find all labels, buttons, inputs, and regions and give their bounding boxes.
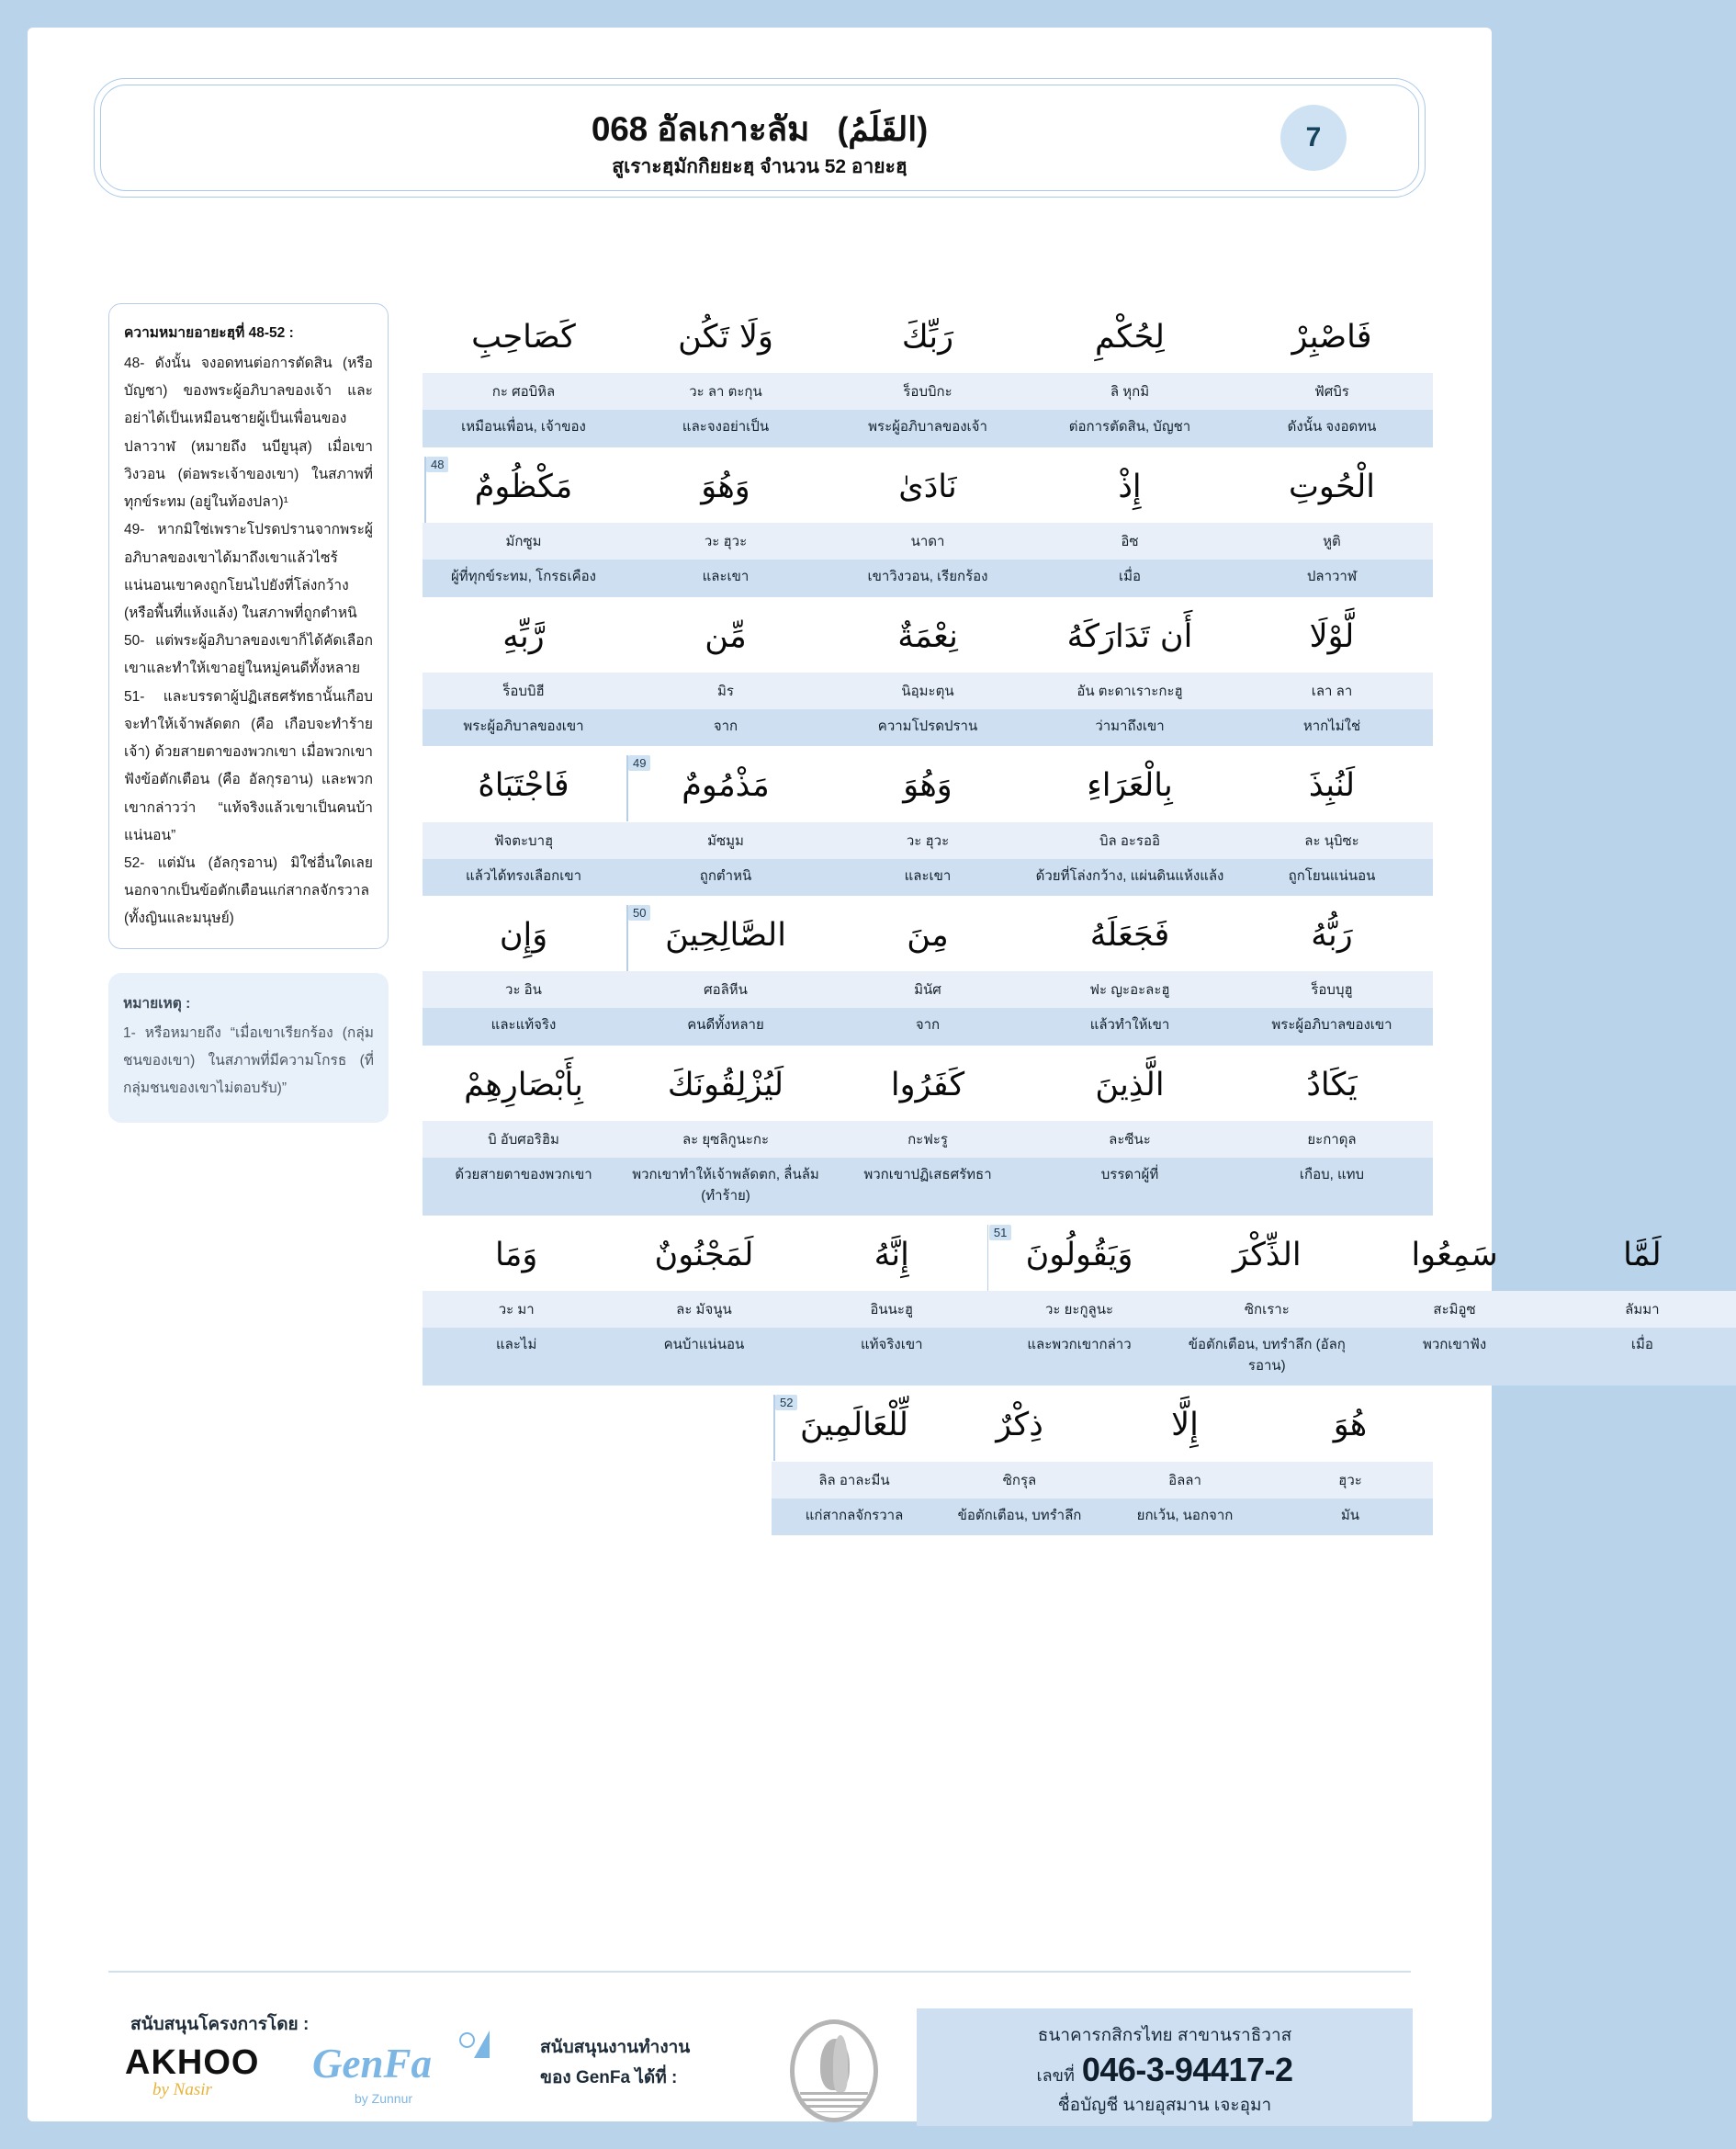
thai-meaning-word: ข้อตักเตือน, บทรำลึก [957,1507,1082,1523]
verse-meaning-paragraph: 51- และบรรดาผู้ปฏิเสธศรัทธานั้นเกือบจะทำให้เจ้าพลัดตก (คือ เกือบจะทำร้ายเจ้า) ด้วยสายตาของพวกเขา เมื่อพวกเขาฟังข้อตักเตือน (คือ อัลกุรอาน) และพวกเขากล่าวว่า “แท้จริงแล้วเขาเป็นคนบ้าแน่นอน” [124,688,373,843]
arabic-word: وَيَقُولُونَ [1025,1237,1133,1273]
word-by-word-table [423,300,1662,1537]
arabic-word: إِذْ [1118,468,1142,505]
transliteration-word: วะ ฮุวะ [906,832,950,849]
surah-number: 068 [591,110,648,148]
thai-meaning-line [423,1008,1433,1046]
thai-meaning-word: และเขา [904,867,952,884]
thai-meaning-word: ดังนั้น จงอดทน [1287,419,1377,435]
thai-meaning-word: ข้อตักเตือน, บทรำลึก (อัลกุรอาน) [1188,1337,1346,1374]
arabic-word: الذِّكْرَ [1232,1237,1302,1273]
bank-leaf-shape-inner [833,2035,848,2092]
transliteration-word: บิล อะรออิ [1099,832,1161,849]
arabic-line [423,599,1433,673]
arabic-word: كَفَرُوا [890,1066,965,1103]
account-number: 046-3-94417-2 [1081,2051,1293,2088]
transliteration-line [423,673,1433,709]
thai-meaning-word: คนดีทั้งหลาย [687,1017,764,1034]
arabic-line [772,1387,1433,1461]
transliteration-word: ละ ยุซลิกูนะกะ [682,1132,770,1148]
verse-meaning-paragraph: 52- แต่มัน (อัลกุรอาน) มิใช่อื่นใดเลยนอกจากเป็นข้อตักเตือนแก่สากลจักรวาล (ทั้งญินและมนุษย์) [124,854,373,927]
transliteration-line [423,1291,1736,1328]
word-row [772,1387,1433,1535]
meaning-card [108,303,389,949]
arabic-word: رَبِّكَ [901,319,954,356]
arabic-line [423,449,1433,523]
transliteration-word: นิอฺมะตุน [901,683,954,699]
thai-meaning-word: และไม่ [495,1337,537,1353]
thai-meaning-word: และแท้จริง [490,1017,557,1034]
page-number-badge: 7 [1280,105,1347,171]
thai-meaning-word: ปลาวาฬ [1306,569,1358,584]
arabic-word: لَيُزْلِقُونَكَ [667,1066,784,1103]
arabic-word: الْحُوتِ [1288,468,1375,505]
word-row [423,449,1433,597]
thai-meaning-word: แล้วได้ทรงเลือกเขา [465,867,582,884]
genfa-ring-icon [459,2032,475,2048]
thai-meaning-word: ด้วยสายตาของพวกเขา [455,1167,592,1182]
transliteration-word: ร็อบบิฮี [502,683,545,699]
footer-divider [108,1971,1411,1973]
thai-meaning-word: พระผู้อภิบาลของเจ้า [868,419,987,435]
transliteration-word: อิซ [1121,534,1139,549]
thai-meaning-line [772,1499,1433,1536]
thai-meaning-word: และเขา [702,569,750,584]
transliteration-word: มินัศ [914,982,941,999]
thai-meaning-word: มัน [1340,1507,1360,1523]
thai-meaning-word: เขาวิงวอน, เรียกร้อง [867,569,988,584]
thai-meaning-word: หากไม่ใช่ [1302,718,1361,734]
transliteration-line [772,1462,1433,1499]
genfa-support-line2: ของ GenFa ได้ที่ : [540,2068,678,2088]
thai-meaning-word: พระผู้อภิบาลของเขา [1271,1017,1392,1034]
transliteration-word: ยะกาดุล [1307,1132,1357,1148]
transliteration-word: วะ มา [498,1302,535,1318]
arabic-word: مَكْظُومٌ [474,468,573,505]
arabic-word: رَّبِّهِ [502,617,545,655]
thai-meaning-word: เมื่อ [1118,569,1142,584]
transliteration-word: ละ นุบิซะ [1304,832,1359,849]
surah-name-thai: อัลเกาะลัม [657,110,810,148]
arabic-word: لِحُكْمِ [1095,319,1165,356]
transliteration-word: ซิกเราะ [1244,1302,1290,1318]
thai-meaning-word: พวกเขาทำให้เจ้าพลัดตก, ลื่นล้ม (ทำร้าย) [632,1167,819,1204]
thai-meaning-line [423,1328,1736,1386]
arabic-line [423,898,1433,971]
arabic-word: نِعْمَةٌ [897,617,958,655]
thai-meaning-word: ว่ามาถึงเขา [1095,718,1165,734]
arabic-line [423,1047,1433,1121]
bank-details-card [917,2008,1413,2126]
arabic-word: يَكَادُ [1306,1066,1358,1103]
thai-meaning-line [423,410,1433,447]
verse-meaning-paragraph: 49- หากมิใช่เพราะโปรดปรานจากพระผู้อภิบาลของเขาได้มาถึงเขาแล้วไซร้ แน่นอนเขาคงถูกโยนไปยังที่โล่งกว้าง (หรือพื้นที่แห้งแล้ง) ในสภาพที่ถูกตำหนิ [124,522,373,621]
thai-meaning-word: เหมือนเพื่อน, เจ้าของ [461,419,586,435]
note-card [108,973,389,1124]
word-row [423,599,1433,747]
transliteration-word: วะ ยะกูลูนะ [1044,1302,1114,1318]
arabic-word: وَهُوَ [701,468,750,505]
word-row [423,300,1433,447]
thai-meaning-word: ความโปรดปราน [877,718,978,734]
arabic-word: أَن تَدَارَكَهُ [1066,617,1193,655]
verse-number-marker: 49 [628,755,650,771]
genfa-logo-sub: by Zunnur [355,2091,413,2106]
arabic-word: الصَّالِحِينَ [665,917,786,954]
transliteration-word: ละซีนะ [1109,1132,1151,1148]
bank-waves-shape [800,2092,868,2112]
transliteration-word: ฮุวะ [1338,1472,1362,1488]
arabic-word: فَاصْبِرْ [1291,319,1372,356]
transliteration-word: วะ อิน [505,982,542,999]
transliteration-word: ศอลิหีน [704,982,748,999]
transliteration-word: นาดา [910,534,945,549]
thai-meaning-word: ต่อการตัดสิน, บัญชา [1068,419,1191,435]
transliteration-word: วะ ลา ตะกุน [689,384,762,401]
footer [108,2003,1413,2132]
transliteration-line [423,523,1433,560]
transliteration-word: หูติ [1323,534,1341,549]
verse-number-marker: 52 [775,1395,797,1410]
transliteration-line [423,373,1433,410]
word-row [423,748,1433,896]
arabic-line [423,1217,1736,1291]
thai-meaning-word: ถูกโยนแน่นอน [1288,867,1376,884]
transliteration-word: มัซมูม [707,832,744,849]
arabic-word: سَمِعُوا [1411,1237,1498,1273]
arabic-word: فَاجْتَبَاهُ [478,767,569,805]
transliteration-word: ลัมมา [1625,1302,1660,1318]
thai-meaning-word: แท้จริงเขา [860,1337,923,1353]
arabic-word: وَإِن [499,917,548,954]
thai-meaning-line [423,859,1433,897]
thai-meaning-word: และจงอย่าเป็น [682,419,770,435]
arabic-word: ذِكْرٌ [996,1407,1043,1444]
transliteration-word: สะมิอูซ [1433,1302,1476,1318]
worksheet-page [28,28,1662,2121]
arabic-word: الَّذِينَ [1095,1066,1165,1103]
transliteration-word: อิลลา [1168,1472,1201,1488]
thai-meaning-word: เมื่อ [1630,1337,1653,1353]
transliteration-word: ลิ หุกมิ [1110,384,1150,401]
arabic-word: كَصَاحِبِ [471,319,576,356]
thai-meaning-word: ผู้ที่ทุกข์ระทม, โกรธเคือง [451,569,596,584]
arabic-line [423,748,1433,821]
transliteration-line [423,1121,1433,1158]
verse-meaning-paragraph: 50- แต่พระผู้อภิบาลของเขาก็ได้คัดเลือกเขาและทำให้เขาอยู่ในหมู่คนดีทั้งหลาย [124,633,373,677]
meaning-heading: ความหมายอายะฮฺที่ 48-52 : [124,325,294,341]
arabic-word: مِّن [705,617,747,655]
transliteration-word: ละ มัจนูน [676,1302,732,1318]
word-row [423,1217,1736,1386]
transliteration-word: อินนะฮู [870,1302,914,1318]
akhoo-logo: AKHOO [125,2043,260,2082]
thai-meaning-line [423,709,1433,747]
thai-meaning-word: ยกเว้น, นอกจาก [1136,1507,1234,1523]
arabic-word: نَادَىٰ [898,468,957,505]
account-owner: ชื่อบัญชี นายอุสมาน เจะอุมา [1057,2096,1272,2115]
arabic-line [423,300,1433,373]
arabic-word: لَمَجْنُونٌ [654,1237,754,1273]
transliteration-word: บิ อับศอริฮิม [488,1132,559,1148]
verse-number-marker: 50 [628,905,650,921]
thai-meaning-word: คนบ้าแน่นอน [663,1337,745,1353]
bank-logo-icon [790,2019,878,2122]
transliteration-line [423,822,1433,859]
transliteration-line [423,971,1433,1008]
arabic-word: رَبُّهُ [1311,917,1353,954]
thai-meaning-word: แล้วทำให้เขา [1089,1017,1170,1034]
thai-meaning-word: จาก [915,1017,941,1034]
arabic-word: هُوَ [1333,1407,1368,1444]
arabic-word: وَمَا [495,1237,538,1273]
arabic-word: لَمَّا [1623,1237,1662,1273]
transliteration-word: ร็อบบิกะ [903,384,953,401]
thai-meaning-line [423,560,1433,597]
arabic-word: وَلَا تَكُن [678,319,773,356]
word-row [423,898,1433,1046]
arabic-word: إِنَّهُ [874,1237,909,1273]
arabic-word: فَجَعَلَهُ [1089,917,1170,954]
transliteration-word: ลิล อาละมีน [818,1472,890,1488]
thai-meaning-word: แก่สากลจักรวาล [805,1507,904,1523]
verse-number-marker: 51 [989,1225,1011,1240]
verse-meaning-paragraph: 48- ดังนั้น จงอดทนต่อการตัดสิน (หรือบัญชา) ของพระผู้อภิบาลของเจ้า และอย่าได้เป็นเหมือนชายผู้เป็นเพื่อนของปลาวาฬ (หมายถึง นบียูนุส) เมื่อเขาวิงวอน (ต่อพระเจ้าของเขา) ในสภาพที่ทุกข์ระทม (อยู่ในท้องปลา)¹ [124,356,373,511]
note-body: 1- หรือหมายถึง “เมื่อเขาเรียกร้อง (กลุ่มชนของเขา) ในสภาพที่มีความโกรธ (ที่กลุ่มชนของเขาไม่ตอบรับ)” [123,1024,374,1097]
word-row [423,1047,1433,1216]
genfa-support-line1: สนับสนุนงานทำงาน [540,2038,691,2057]
thai-meaning-word: ถูกตำหนิ [699,867,752,884]
genfa-support-text [540,2032,751,2094]
arabic-word: لِّلْعَالَمِينَ [800,1407,908,1444]
thai-meaning-word: จาก [713,718,738,734]
support-label: สนับสนุนโครงการโดย : [130,2015,310,2034]
thai-meaning-word: พระผู้อภิบาลของเขา [463,718,584,734]
thai-meaning-line [423,1158,1433,1216]
transliteration-word: ร็อบบุฮู [1311,982,1353,999]
transliteration-word: ฟัจตะบาฮุ [493,832,554,849]
surah-name-arabic: (القَلَمُ) [837,110,929,148]
sidebar [108,303,389,1123]
arabic-word: إِلَّا [1171,1407,1199,1444]
transliteration-word: มิร [717,683,734,699]
transliteration-word: กะ ศอบิหิล [491,384,556,401]
verse-number-marker: 48 [426,457,448,472]
bank-account-row [926,2051,1403,2089]
account-label: เลขที่ [1036,2066,1075,2085]
thai-meaning-word: พวกเขาปฏิเสธศรัทธา [863,1167,992,1182]
thai-meaning-word: เกือบ, แทบ [1299,1167,1365,1182]
page-title [94,102,1426,156]
note-heading: หมายเหตุ : [123,995,191,1012]
thai-meaning-word: และพวกเขากล่าว [1027,1337,1132,1353]
thai-meaning-word: บรรดาผู้ที่ [1100,1167,1159,1182]
arabic-word: لَنُبِذَ [1308,767,1356,805]
bank-name: ธนาคารกสิกรไทย สาขานราธิวาส [1037,2026,1292,2045]
arabic-word: بِالْعَرَاءِ [1087,767,1173,805]
akhoo-logo-sub: by Nasir [152,2080,212,2099]
thai-meaning-word: พวกเขาฟัง [1423,1337,1487,1353]
thai-meaning-word: ด้วยที่โล่งกว้าง, แผ่นดินแห้งแล้ง [1035,867,1224,884]
arabic-word: بِأَبْصَارِهِمْ [464,1066,583,1103]
transliteration-word: ฟัศบิร [1314,384,1349,401]
transliteration-word: กะฟะรู [907,1132,948,1148]
transliteration-word: ซิกรุล [1002,1472,1037,1488]
transliteration-word: เลา ลา [1311,683,1353,699]
header-subtitle: สูเราะฮฺมักกิยยะฮฺ จำนวน 52 อายะฮฺ [612,156,907,177]
verse-meaning-list [124,350,373,933]
genfa-arrow-icon [474,2030,490,2058]
header-banner [94,78,1426,198]
transliteration-word: วะ ฮุวะ [704,534,748,549]
genfa-logo: GenFa [312,2041,433,2087]
transliteration-word: ฟะ ญะอะละฮู [1089,982,1170,999]
transliteration-word: มักซูม [505,534,542,549]
arabic-word: وَهُوَ [903,767,953,805]
arabic-word: لَّوْلَا [1309,617,1355,655]
transliteration-word: อัน ตะดาเราะกะฮู [1077,683,1183,699]
arabic-word: مِنَ [907,917,949,954]
arabic-word: مَذْمُومٌ [682,767,770,805]
